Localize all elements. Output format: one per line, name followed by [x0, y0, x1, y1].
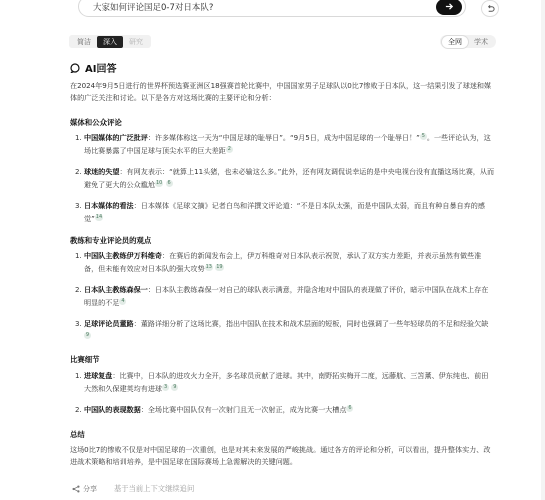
share-icon [72, 485, 80, 493]
list-item: 3. 日本媒体的看法：日本媒体《足球文摘》记者白鸟和洋撰文评论道：“不是日本队太强，而是中国队太弱，而且有种自暴自弃的感觉”14 [75, 201, 485, 223]
arrow-right-icon [445, 2, 454, 11]
section-heading: 比赛细节 [70, 355, 100, 364]
tab-deep[interactable]: 深入 [97, 36, 123, 48]
chat-bubble-icon [70, 63, 80, 73]
citation-badge[interactable]: 14 [95, 213, 103, 220]
section-heading: 媒体和公众评论 [70, 118, 122, 127]
item-title: 日本媒体的看法 [84, 201, 134, 210]
item-title: 日本队主教练森保一 [84, 285, 148, 294]
citation-badge[interactable]: 6 [348, 405, 352, 411]
citation-badge[interactable]: 3 [163, 383, 168, 390]
tab-web[interactable]: 全网 [442, 36, 468, 48]
citation-badge[interactable]: 6 [167, 179, 171, 186]
share-button[interactable] [66, 484, 106, 494]
search-bar[interactable] [78, 0, 466, 17]
list-item: 1. 中国媒体的广泛批评：许多媒体称这一天为“中国足球的耻辱日”。“9月5日，成为中国足球的一个耻辱日！” 5 。一些评论认为，这场比赛暴露了中国足球与顶尖水平的巨大差距 2 [75, 133, 491, 155]
tab-concise[interactable]: 简洁 [77, 37, 91, 46]
share-label: 分享 [83, 485, 97, 493]
scope-tabs [440, 35, 496, 48]
citation-badge[interactable]: 9 [85, 331, 90, 338]
item-text: ：有网友表示：“就算上11头猪，也未必输这么多。”此外，还有网友调侃说幸运的是中央电视台没有直播这场比赛，从而避免了更大的公众尴尬 [84, 167, 495, 189]
citation-badge[interactable]: 9 [173, 383, 177, 390]
send-button[interactable] [436, 0, 462, 15]
list-item: 1. 进球复盘：比赛中，日本队的进攻火力全开，多名球员贡献了进球。其中，南野拓实梅开二度，远藤航、三笘薰、伊东纯也、前田大然和久保建英均有进球 3 9 [75, 371, 489, 393]
citation-badge[interactable]: 13 [205, 263, 212, 270]
intro-paragraph: 在2024年9月5日进行的世界杯预选赛亚洲区18强赛首轮比赛中，中国国家男子足球队以0比7惨败于日本队，这一结果引发了球迷和媒体的广泛关注和讨论。以下是各方对这场比赛的主要评论和分析： [70, 81, 492, 102]
item-title: 球迷的失望 [84, 167, 120, 176]
item-title: 中国队的表现数据 [84, 405, 141, 414]
summary-paragraph: 这场0比7的惨败不仅是对中国足球的一次重创，也是对其未来发展的严峻挑战。通过各方的评论和分析，可以看出，提升整体实力、改进战术策略和培训培养，是中国足球在国际赛场上急需解决的关键问题。 [70, 445, 491, 466]
bottom-bar [66, 480, 496, 498]
citation-badge[interactable]: 5 [421, 133, 425, 139]
item-text: ：在赛后的新闻发布会上，伊万科维奇对日本队表示祝贺，承认了双方实力差距，并表示虽然有做些准备，但未能有效应对日本队的强大攻势 [84, 251, 482, 273]
citation-badge[interactable]: 10 [155, 179, 163, 186]
tab-research[interactable]: 研究 [129, 37, 143, 46]
list-item: 2. 日本队主教练森保一：日本队主教练森保一对自己的球队表示满意，并隐含地对中国队的表现做了评价，暗示中国队在战术上存在明显的不足 4 [75, 285, 489, 307]
summary-heading: 总结 [70, 430, 85, 439]
answer-title: AI回答 [85, 64, 117, 75]
citation-badge[interactable]: 2 [227, 145, 231, 152]
item-text: ：许多媒体称这一天为“中国足球的耻辱日”。“9月5日，成为中国足球的一个耻辱日！” [147, 133, 420, 142]
item-text: ：日本媒体《足球文摘》记者白鸟和洋撰文评论道：“不是日本队太强，而是中国队太弱，而且有种自暴自弃的感觉” [84, 201, 485, 223]
item-title: 进球复盘 [84, 371, 113, 380]
list-item: 3. 足球评论员董路：董路详细分析了这场比赛，指出中国队在技术和战术层面的短板，同时也强调了一些年轻球员的不足和经验欠缺9 [75, 319, 489, 338]
citation-badge[interactable]: 19 [216, 263, 223, 270]
mode-tabs [69, 35, 151, 48]
tab-academic[interactable]: 学术 [474, 37, 488, 46]
citation-badge[interactable]: 4 [121, 297, 125, 304]
list-item: 2. 中国队的表现数据：全场比赛中国队仅有一次射门且无一次射正，成为比赛一大槽点 6 [75, 405, 352, 414]
item-text: ：董路详细分析了这场比赛，指出中国队在技术和战术层面的短板，同时也强调了一些年轻球员的不足和经验欠缺 [133, 319, 489, 328]
item-title: 足球评论员董路 [84, 319, 134, 328]
item-text: ：比赛中，日本队的进攻火力全开，多名球员贡献了进球。其中，南野拓实梅开二度，远藤航、三笘薰、伊东纯也、前田大然和久保建英均有进球 [84, 371, 489, 393]
item-text-tail: 。一些评论认为，这场比赛暴露了中国足球与顶尖水平的巨大差距 [84, 133, 491, 155]
list-item: 1. 中国队主教练伊万科维奇：在赛后的新闻发布会上，伊万科维奇对日本队表示祝贺，承认了双方实力差距，并表示虽然有做些准备，但未能有效应对日本队的强大攻势13 19 [75, 251, 482, 273]
list-item: 2. 球迷的失望：有网友表示：“就算上11头猪，也未必输这么多。”此外，还有网友调侃说幸运的是中央电视台没有直播这场比赛，从而避免了更大的公众尴尬10 6 [75, 167, 495, 189]
answer-header [70, 60, 116, 75]
item-text: ：全场比赛中国队仅有一次射门且无一次射正，成为比赛一大槽点 [140, 405, 347, 414]
item-text: ：日本队主教练森保一对自己的球队表示满意，并隐含地对中国队的表现做了评价，暗示中国队在战术上存在明显的不足 [84, 285, 489, 307]
section-heading: 教练和专业评论员的观点 [70, 236, 152, 245]
scrollbar[interactable] [541, 0, 545, 500]
item-title: 中国媒体的广泛批评 [84, 133, 148, 142]
search-input[interactable]: 大家如何评论国足0-7对日本队? [93, 2, 214, 13]
followup-input[interactable]: 基于当前上下文继续追问 [106, 481, 496, 497]
reset-button[interactable] [481, 0, 499, 17]
item-title: 中国队主教练伊万科维奇 [84, 251, 163, 260]
undo-icon [486, 4, 495, 13]
